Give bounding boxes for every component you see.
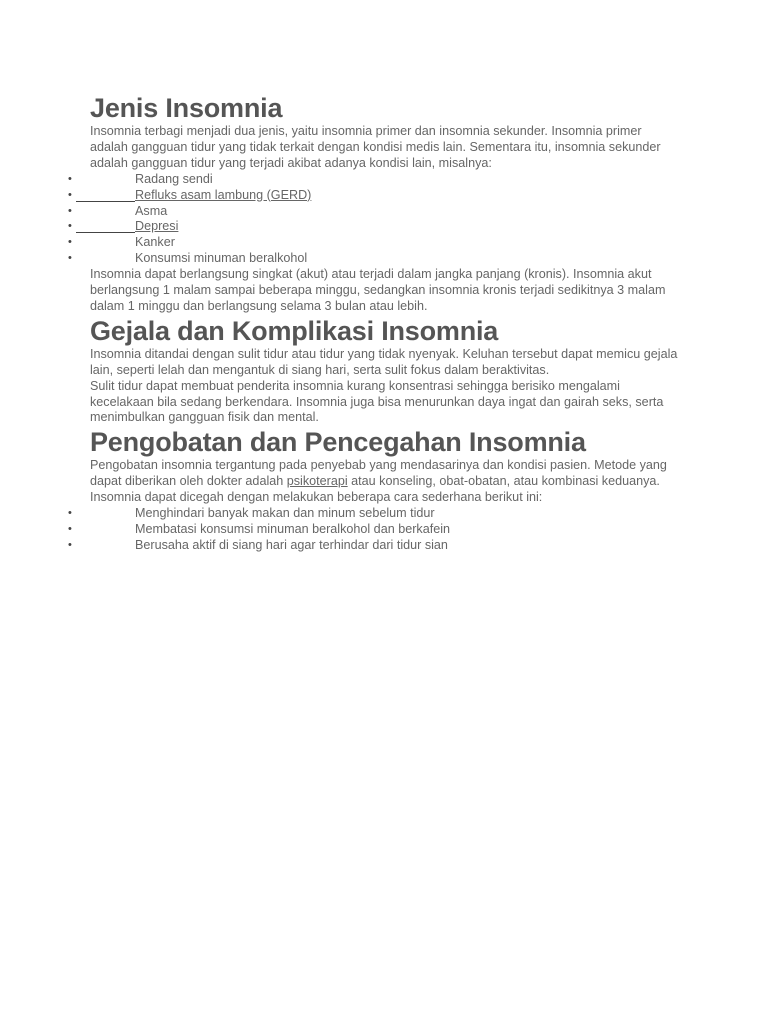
paragraph-gejala: Insomnia ditandai dengan sulit tidur atau tidur yang tidak nyenyak. Keluhan tersebut dapat memicu gejala lain, seperti lelah dan mengantuk di siang hari, serta sulit fokus dalam beraktivitas. [90,346,678,377]
link-gerd[interactable]: Refluks asam lambung (GERD) [135,187,312,202]
bullet-icon: • [68,188,72,201]
bullet-icon: • [68,204,72,217]
paragraph-jenis-durasi: Insomnia dapat berlangsung singkat (akut) atau terjadi dalam jangka panjang (kronis). Insomnia akut berlangsung 1 malam sampai beberapa minggu, sedangkan insomnia kronis terjadi sedikitnya 3 malam dalam 1 minggu dan berlangsung selama 3 bulan atau lebih. [90,267,666,313]
heading-jenis-insomnia: Jenis Insomnia [90,93,283,123]
bullet-icon: • [68,220,72,233]
list-item-text: Berusaha aktif di siang hari agar terhindar dari tidur sian [135,537,448,552]
document-content [68,92,680,554]
list-item-text: Menghindari banyak makan dan minum sebelum tidur [135,506,435,521]
list-item-text: Asma [135,203,168,218]
paragraph-pengobatan [90,458,680,490]
list-item-text: Kanker [135,235,175,250]
paragraph-pencegahan: Insomnia dapat dicegah dengan melakukan beberapa cara sederhana berikut ini: [90,490,543,505]
heading-gejala-komplikasi: Gejala dan Komplikasi Insomnia [90,315,499,346]
bullet-icon: • [68,252,72,265]
bullet-icon: • [68,522,72,535]
list-item [68,171,680,188]
list-item [68,537,680,554]
underline-decoration [76,201,135,202]
list-item [68,203,680,220]
bullet-icon: • [68,172,72,185]
bullet-icon: • [68,507,72,520]
list-pencegahan [68,506,680,554]
list-item [68,251,680,267]
list-kondisi-lain [68,171,680,267]
heading-pengobatan-pencegahan: Pengobatan dan Pencegahan Insomnia [90,427,586,458]
list-item [68,235,680,251]
link-depresi[interactable]: Depresi [135,219,179,234]
paragraph-pengobatan-text-end: atau konseling, obat-obatan, atau kombinasi keduanya. [347,474,660,489]
bullet-icon: • [68,236,72,249]
link-psikoterapi[interactable]: psikoterapi [286,474,348,489]
underline-decoration [76,232,135,233]
list-item [68,187,680,204]
list-item [68,506,680,522]
list-item [68,219,680,235]
paragraph-pengobatan-text: Pengobatan insomnia tergantung pada penyebab yang mendasarinya dan kondisi pasien. Metode yang dapat diberikan oleh dokter adalah [90,458,667,489]
list-item-text: Konsumsi minuman beralkohol [135,251,308,266]
paragraph-jenis-intro: Insomnia terbagi menjadi dua jenis, yaitu insomnia primer dan insomnia sekunder. Insomnia primer adalah gangguan tidur yang tidak terkait dengan kondisi medis lain. Sementara itu, insomnia sekunder adalah gangguan tidur yang terjadi akibat adanya kondisi lain, misalnya: [90,124,661,170]
bullet-icon: • [68,538,72,551]
list-item-text: Radang sendi [135,171,213,186]
list-item-text: Membatasi konsumsi minuman beralkohol dan berkafein [135,521,451,536]
paragraph-komplikasi: Sulit tidur dapat membuat penderita insomnia kurang konsentrasi sehingga berisiko mengalami kecelakaan bila sedang berkendara. Insomnia juga bisa menurunkan daya ingat dan gairah seks, serta menimbulkan gangguan fisik dan mental. [90,378,664,425]
list-item [68,521,680,538]
